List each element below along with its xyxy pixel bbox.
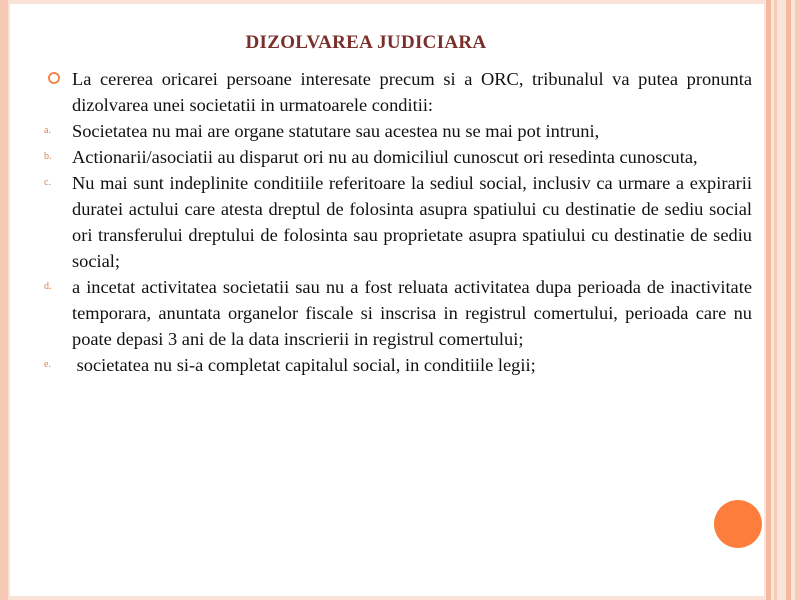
- list-item-d: [44, 274, 752, 352]
- list-item-text: Nu mai sunt indeplinite conditiile referitoare la sediul social, inclusiv ca urmare a expirarii duratei actului care atesta dreptul de folosinta asupra spatiului cu destinatie de sediu social ori transferului dreptului de folosinta sau proprietate asupra spatiului cu destinatie de sediu social;: [72, 173, 752, 271]
- intro-bullet: [44, 66, 752, 118]
- ring-bullet-icon: [48, 72, 60, 84]
- intro-text: La cererea oricarei persoane interesate precum si a ORC, tribunalul va putea pronunta dizolvarea unei societatii in urmatoarele conditii:: [72, 69, 752, 115]
- bottom-frame-border: [10, 596, 764, 600]
- slide-title: DIZOLVAREA JUDICIARA: [245, 32, 487, 53]
- list-item-text: societatea nu si-a completat capitalul social, in conditiile legii;: [72, 355, 536, 375]
- list-item-e: [44, 352, 752, 378]
- list-marker: b.: [44, 151, 52, 162]
- list-item-text: Societatea nu mai are organe statutare sau acestea nu se mai pot intruni,: [72, 121, 600, 141]
- left-frame-border: [0, 0, 8, 600]
- list-marker: e.: [44, 359, 51, 370]
- decorative-orange-circle: [714, 500, 762, 548]
- list-item-text: a incetat activitatea societatii sau nu a fost reluata activitatea dupa perioada de inactivitate temporara, anuntata organelor fiscale si inscrisa in registrul comertului, perioada care nu poate depasi 3 ani de la data inscrierii in registrul comertului;: [72, 277, 752, 349]
- slide-content: [44, 66, 752, 378]
- list-marker: c.: [44, 177, 51, 188]
- list-item-b: [44, 144, 752, 170]
- list-item-a: [44, 118, 752, 144]
- list-item-text: Actionarii/asociatii au disparut ori nu au domiciliul cunoscut ori resedinta cunoscuta,: [72, 147, 698, 167]
- list-marker: a.: [44, 125, 51, 136]
- list-item-c: [44, 170, 752, 274]
- top-frame-border: [10, 0, 764, 4]
- list-marker: d.: [44, 281, 52, 292]
- right-frame-border: [764, 0, 800, 600]
